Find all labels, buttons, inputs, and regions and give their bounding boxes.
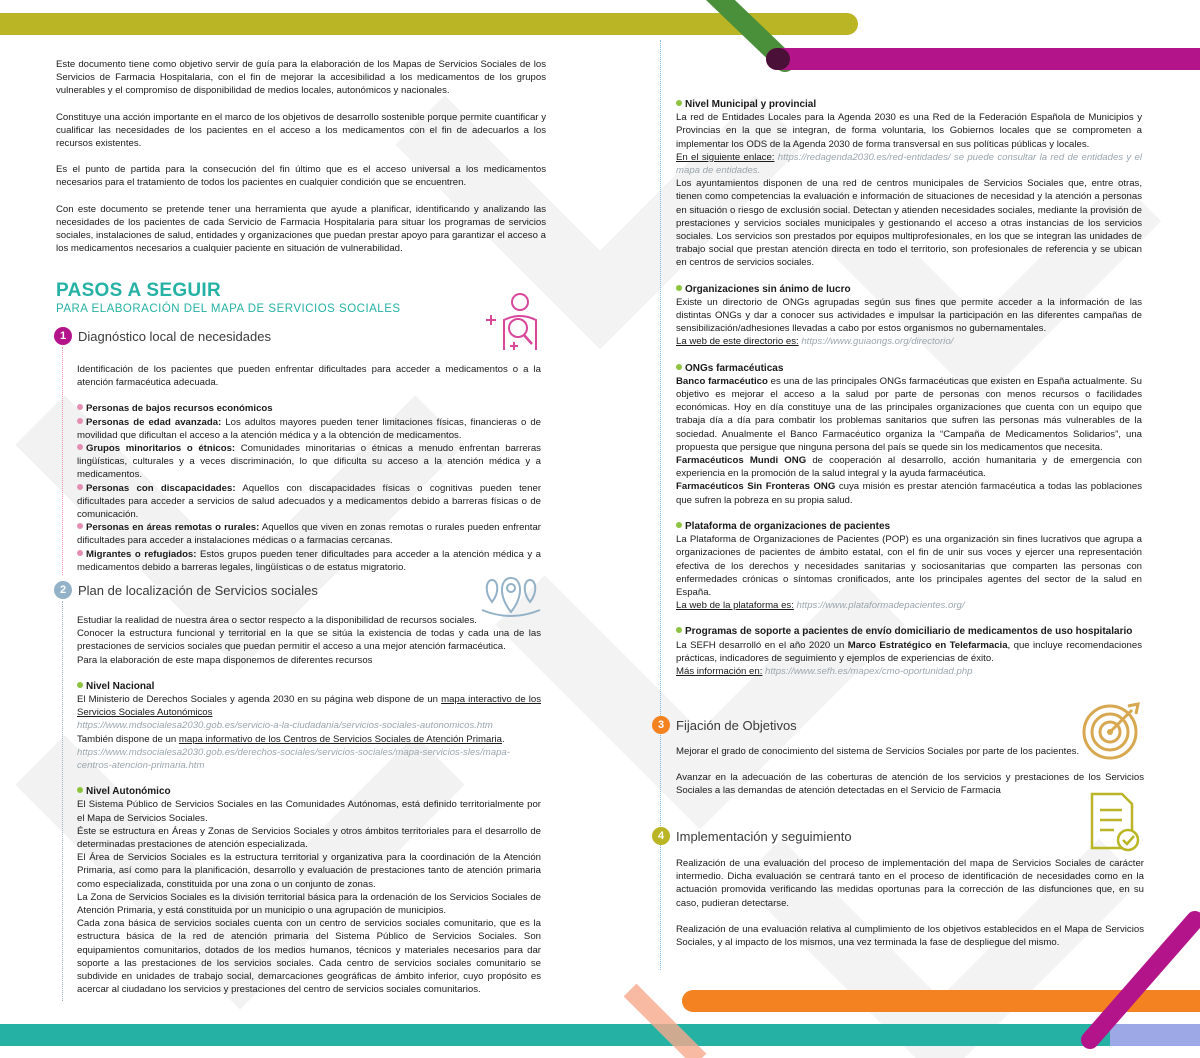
autonomico-p1: El Sistema Público de Servicios Sociales en las Comunidades Autónomas, está definido territorialmente por el Mapa de Servicios Sociales. — [77, 799, 541, 824]
step-1-number: 1 — [54, 327, 72, 345]
vulnerable-group-5: Personas en áreas remotas o rurales: Aquellos que viven en zonas remotas o rurales pueden enfrentar dificultades para acceder a instalaciones médicas o a farmacias cercanas. — [77, 522, 541, 547]
step-2-line-2: Conocer la estructura funcional y territorial en la que se sitúa la existencia de todas y cada una de las prestaciones de servicios sociales que puedan permitir el acceso a una mejor atención farmacéutica. — [77, 628, 541, 653]
plataforma-link[interactable]: https://www.plataformadepacientes.org/ — [793, 600, 965, 612]
plataforma-p1: La Plataforma de Organizaciones de Pacientes (POP) es una organización sin fines lucrativos que agrupa a organizaciones de pacientes de ámbito estatal, con el fin de unir sus voces y ejercer una representación efectiva de los derechos y necesidades sanitarias y sociosanitarias que comparten las personas con enfermedades crónicas o síntomas cronificados, ante los principales agentes del sector de la salud en España. — [676, 534, 1142, 598]
autonomico-p4: La Zona de Servicios Sociales es la división territorial básica para la ordenación de los Servicios Sociales de Atención Primaria, y está constituida por un municipio o una agrupación de municipios. — [77, 891, 541, 917]
primary-care-map-link[interactable]: mapa informativo de los Centros de Servicios Sociales de Atención Primaria — [178, 733, 503, 745]
step-4-content — [676, 857, 1144, 949]
step-2-number: 2 — [54, 581, 72, 599]
ong-heading: Organizaciones sin ánimo de lucro — [676, 283, 1142, 296]
intro-paragraph-3: Es el punto de partida para la consecución del fin último que es el acceso universal a los medicamentos necesarios para el tratamiento de todos los pacientes en cualquier condición que se encuentren. — [56, 164, 546, 189]
bullet-icon — [676, 285, 682, 291]
intro-paragraph-4: Con este documento se pretende tener una herramienta que ayude a planificar, identificando y analizando las necesidades de los pacientes de cada Servicio de Farmacia Hospitalaria para situar los programas de servicios sociales, instalaciones de salud, entidades y organizaciones que puedan prestar apoyo para garantizar el acceso a los medicamentos necesarios a cualquier paciente en situación de vulnerabilidad. — [56, 203, 546, 255]
programas-link-line: Más información en: https://www.sefh.es/mapex/cmo-oportunidad.php — [676, 665, 973, 677]
autonomico-p5: Cada zona básica de servicios sociales cuenta con un centro de servicios sociales comunitario, que es la estructura básica de la red de atención primaria del Sistema Público de Servicios Sociales. Son equipamientos comunitarios, dotados de los medios humanos, técnicos y materiales necesarios para dar soporte a las prestaciones de los servicios sociales. Cada centro de servicios sociales comunitario se subdivide en unidades de trabajo social, demarcaciones geográficas de ámbito inferior, cuyo propósito es acercar al ciudadano los servicios y prestaciones del centro de servicios sociales comunitarios. — [77, 918, 541, 996]
intro-paragraph-2: Constituye una acción importante en el marco de los objetivos de desarrollo sostenible porque permite cuantificar y cualificar las necesidades de los pacientes en el acceso a los medicamentos con el fin de adecuarlos a los recursos existentes. — [56, 111, 546, 150]
nivel-nacional-heading: Nivel Nacional — [77, 680, 541, 693]
nacional-url-1[interactable]: https://www.mdsocialesa2030.gob.es/servicio-a-la-ciudadania/servicios-sociales-autonomicos.htm — [77, 720, 493, 732]
step-1-heading — [54, 327, 271, 345]
guiaongs-link[interactable]: https://www.guiaongs.org/directorio/ — [798, 336, 954, 348]
bullet-icon — [77, 523, 83, 529]
bullet-icon — [676, 627, 682, 633]
ongf-heading: ONGs farmacéuticas — [676, 362, 1142, 375]
step-3-p1: Mejorar el grado de conocimiento del sistema de Servicios Sociales por parte de los pacientes. — [676, 746, 1080, 757]
step-2-heading — [54, 581, 318, 599]
autonomico-p3: El Área de Servicios Sociales es la estructura territorial y organizativa para la coordinación de la Atención Primaria, así como para la planificación, desarrollo y evaluación de prestaciones tanto de atención primaria como especializada, constituida por una zona o un conjunto de zonas. — [77, 852, 541, 890]
step-1-intro: Identificación de los pacientes que pueden enfrentar dificultades para acceder a medicamentos o a la atención farmacéutica adecuada. — [77, 364, 541, 389]
redagenda-link[interactable]: https://redagenda2030.es/red-entidades/ se puede consultar la red de entidades y el mapa de entidades. — [676, 151, 1142, 177]
bullet-icon — [77, 444, 83, 450]
checklist-document-icon — [1088, 790, 1144, 854]
nivel-nacional-text: El Ministerio de Derechos Sociales y agenda 2030 en su página web dispone de un mapa interactivo de los Servicios Sociales Autonómicos — [77, 694, 541, 719]
step-1-title: Diagnóstico local de necesidades — [78, 328, 271, 344]
step-4-number: 4 — [652, 827, 670, 845]
municipal-p1: La red de Entidades Locales para la Agenda 2030 es una Red de la Federación Española de Municipios y Provincias en la que se integran, de forma voluntaria, los Gobiernos locales que se comprometen a implementar los ODS de la Agenda 2030 de forma transversal en sus políticas públicas y locales. — [676, 112, 1142, 150]
bullet-icon — [77, 404, 83, 410]
nivel-autonomico-heading: Nivel Autonómico — [77, 785, 541, 798]
step-4-p2: Realización de una evaluación relativa al cumplimiento de los objetivos establecidos en el Mapa de Servicios Sociales, y al impacto de los mismos, una vez terminada la fase de despliegue del mismo. — [676, 923, 1144, 949]
step-1-content — [77, 363, 541, 574]
bullet-icon — [77, 787, 83, 793]
step-2-line-3: Para la elaboración de este mapa disponemos de diferentes recursos — [77, 654, 373, 666]
vulnerable-group-1: Personas de bajos recursos económicos — [77, 402, 541, 415]
step-3-title: Fijación de Objetivos — [676, 717, 797, 733]
interactive-map-link[interactable]: mapa interactivo de los Servicios Sociales Autonómicos — [77, 694, 541, 719]
step-3-content — [676, 745, 1144, 798]
step-2-dotted-line — [62, 601, 63, 1001]
nivel-nacional-text-2: También dispone de un mapa informativo de los Centros de Servicios Sociales de Atención Primaria. — [77, 733, 505, 745]
ongf-p1: Banco farmacéutico es una de las principales ONGs farmacéuticas que existen en España actualmente. Su objetivo es mejorar el acceso a la salud por parte de personas con menos recursos o facilidades económicas. Hoy en día constituye una de las principales organizaciones que cuenta con un equipo que trabaja día a día para combatir los problemas sanitarios que sufren las personas más vulnerables de la sociedad. Anualmente el Banco Farmacéutico organiza la “Campaña de Medicamentos Solidarios”, una propuesta que persigue que ninguna persona del país se quede sin los medicamentos que necesita. — [676, 375, 1143, 453]
bullet-icon — [77, 550, 83, 556]
step-3-p2: Avanzar en la adecuación de las coberturas de atención de los servicios y prestaciones de los Servicios Sociales a las demandas de atención detectadas en el Servicio de Farmacia — [676, 772, 1144, 797]
step-3-number: 3 — [652, 716, 670, 734]
location-pins-icon — [478, 566, 544, 618]
vulnerable-group-3: Grupos minoritarios o étnicos: Comunidades minoritarias o étnicas a menudo enfrentan barreras lingüísticas, culturales y a veces discriminación, lo que dificulta su acceso a la atención médica y a medicamentos. — [77, 443, 541, 481]
municipal-p2: Los ayuntamientos disponen de una red de centros municipales de Servicios Sociales que, entre otras, tienen como competencias la evaluación e información de situaciones de necesidad y la atención a personas en situación o riesgo de exclusión social. Detectan y atienden necesidades sociales, mediante la provisión de prestaciones y servicios sociales municipales y gestionando el acceso a otras instancias de los servicios sociales. Los servicios son prestados por equipos multiprofesionales, en los que se integran las unidades de trabajo social que prestan atención directa en todo el territorio, son profesionales de referencia y se ubican en centros de servicios sociales. — [676, 178, 1142, 269]
ong-link-line: La web de este directorio es: https://www.guiaongs.org/directorio/ — [676, 336, 954, 348]
vulnerable-group-6: Migrantes o refugiados: Estos grupos pueden tener dificultades para acceder a la atención médica y a medicamentos debido a barreras legales, lingüísticas o de estatus migratorio. — [77, 548, 541, 573]
bullet-icon — [77, 484, 83, 490]
programas-p1: La SEFH desarrolló en el año 2020 un Marco Estratégico en Telefarmacia, que incluye recomendaciones prácticas, indicadores de seguimiento y ejemplos de experiencias de éxito. — [676, 639, 1142, 664]
step-1-dotted-line — [62, 347, 63, 575]
pasos-subtitle: PARA ELABORACIÓN DEL MAPA DE SERVICIOS SOCIALES — [56, 303, 401, 315]
nacional-url-2[interactable]: https://www.mdsocialesa2030.gob.es/derechos-sociales/servicios-sociales/mapa-servicios-sles/mapa-centros-atencion-primaria.htm — [77, 746, 510, 772]
bullet-icon — [77, 682, 83, 688]
programas-heading: Programas de soporte a pacientes de envío domiciliario de medicamentos de uso hospitalario — [676, 625, 1142, 638]
needs-diagnosis-icon — [482, 290, 552, 356]
step-4-title: Implementación y seguimiento — [676, 828, 852, 844]
step-2-line-1: Estudiar la realidad de nuestra área o sector respecto a la disponibilidad de recursos sociales. — [77, 615, 477, 626]
step-2-content — [77, 614, 541, 996]
intro-text — [56, 58, 546, 255]
bullet-icon — [676, 100, 682, 106]
autonomico-p2: Éste se estructura en Áreas y Zonas de Servicios Sociales y otros ámbitos territoriales para el desarrollo de determinadas prestaciones de atención especializada. — [77, 825, 541, 851]
plataforma-link-line: La web de la plataforma es: https://www.plataformadepacientes.org/ — [676, 600, 965, 612]
pasos-title: PASOS A SEGUIR — [56, 280, 222, 301]
vulnerable-group-2: Personas de edad avanzada: Los adultos mayores pueden tener limitaciones físicas, financieras o de movilidad que dificultan el acceso a la atención médica y a la obtención de medicamentos. — [77, 416, 541, 441]
bullet-icon — [77, 418, 83, 424]
municipal-link-line: En el siguiente enlace: https://redagenda2030.es/red-entidades/ se puede consultar la red de entidades y el mapa de entidades. — [676, 151, 1142, 177]
step-4-p1: Realización de una evaluación del proceso de implementación del mapa de Servicios Sociales de carácter intermedio. Dicha evaluación se centrará tanto en el proceso de identificación de necesidades como en la actuación promovida verificando las medidas oportunas para la corrección de las disfunciones que, en su caso, pudieran detectarse. — [676, 858, 1144, 909]
right-column-content — [676, 98, 1142, 678]
vulnerable-group-4: Personas con discapacidades: Aquellos con discapacidades físicas o cognitivas pueden tener dificultades para acceder a servicios de salud adecuados y a medicamentos debido a barreras físicas o de comunicación. — [77, 482, 542, 521]
bullet-icon — [676, 522, 682, 528]
bullet-icon — [676, 364, 682, 370]
step-3-heading — [652, 716, 797, 734]
nivel-municipal-heading: Nivel Municipal y provincial — [676, 98, 1142, 111]
ong-p1: Existe un directorio de ONGs agrupadas según sus fines que permite acceder a la información de las distintas ONGs y dar a conocer sus actividades e impulsar la participación en las diferentes campañas de sensibilización/adhesiones llevadas a cabo por estos organismos no gubernamentales. — [676, 296, 1142, 335]
step-2-title: Plan de localización de Servicios sociales — [78, 582, 318, 598]
ongf-p2: Farmacéuticos Mundi ONG de cooperación al desarrollo, acción humanitaria y de emergencia con experiencia en la promoción de la salud integral y la ayuda farmacéutica. — [676, 455, 1143, 480]
ongf-p3: Farmacéuticos Sin Fronteras ONG cuya misión es prestar atención farmacéutica a todas las poblaciones que sufren la pobreza en su propia salud. — [676, 481, 1142, 506]
intro-paragraph-1: Este documento tiene como objetivo servir de guía para la elaboración de los Mapas de Servicios Sociales de los Servicios de Farmacia Hospitalaria, con el fin de mejorar la accesibilidad a los medicamentos de los grupos vulnerables y el compromiso de disponibilidad de medios locales, autonómicos y nacionales. — [56, 59, 546, 97]
plataforma-heading: Plataforma de organizaciones de pacientes — [676, 520, 1142, 533]
step-4-heading — [652, 827, 852, 845]
sefh-link[interactable]: https://www.sefh.es/mapex/cmo-oportunidad.php — [762, 665, 973, 677]
